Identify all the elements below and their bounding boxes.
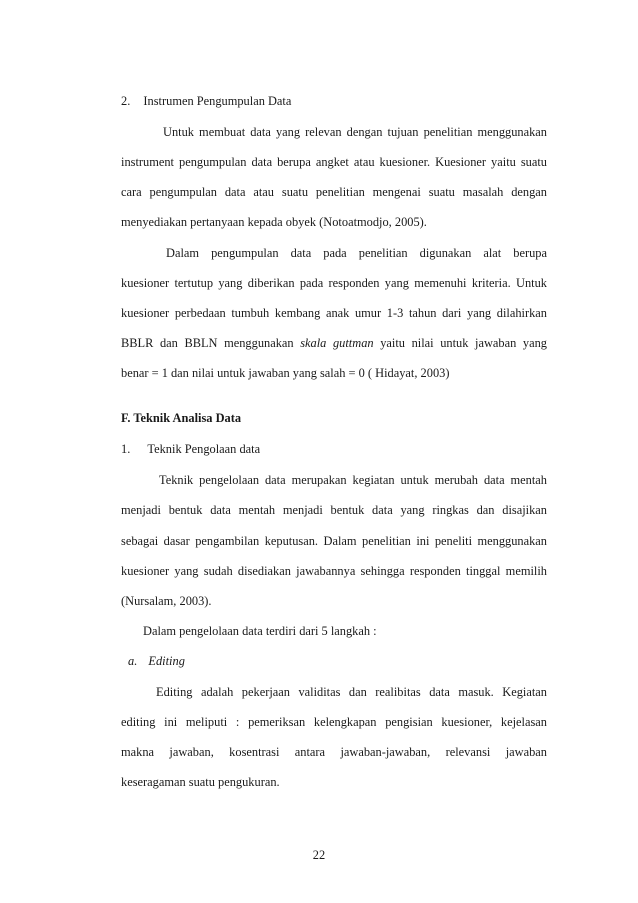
paragraph-line: editing ini meliputi : pemeriksan kelengkapan pengisian kuesioner, kejelasan	[121, 715, 547, 729]
subsection-1-heading	[121, 441, 547, 457]
paragraph-line: kuesioner perbedaan tumbuh kembang anak umur 1-3 tahun dari yang dilahirkan	[121, 306, 547, 320]
text-segment: yaitu nilai untuk jawaban yang	[380, 336, 547, 350]
paragraph-line: menjadi bentuk data mentah menjadi bentuk data yang ringkas dan disajikan	[121, 503, 547, 517]
section-f-heading: F. Teknik Analisa Data	[121, 411, 242, 425]
paragraph-line: Untuk membuat data yang relevan dengan tujuan penelitian menggunakan	[163, 125, 547, 139]
item-a-label: a.	[128, 654, 138, 668]
paragraph-line: makna jawaban, kosentrasi antara jawaban-jawaban, relevansi jawaban	[121, 745, 547, 759]
page-number: 22	[312, 848, 326, 862]
paragraph-line: Editing adalah pekerjaan validitas dan realibitas data masuk. Kegiatan	[156, 685, 547, 699]
paragraph-line: Teknik pengelolaan data merupakan kegiatan untuk merubah data mentah	[159, 473, 547, 487]
subsection-1-number: 1.	[121, 442, 131, 456]
item-a-heading	[128, 653, 554, 669]
section-2-title: Instrumen Pengumpulan Data	[143, 94, 292, 108]
paragraph-line: keseragaman suatu pengukuran.	[121, 775, 280, 789]
paragraph-line: kuesioner yang sudah disediakan jawabannya sehingga responden tinggal memilih	[121, 564, 547, 578]
paragraph-line: Dalam pengumpulan data pada penelitian digunakan alat berupa	[166, 246, 547, 260]
paragraph-line: (Nursalam, 2003).	[121, 594, 212, 608]
paragraph-line	[121, 335, 547, 351]
paragraph-line: kuesioner tertutup yang diberikan pada responden yang memenuhi kriteria. Untuk	[121, 276, 547, 290]
steps-intro: Dalam pengelolaan data terdiri dari 5 langkah :	[143, 624, 377, 638]
section-2-heading	[121, 93, 547, 109]
italic-term: skala guttman	[300, 336, 374, 350]
paragraph-line: sebagai dasar pengambilan keputusan. Dalam penelitian ini peneliti menggunakan	[121, 534, 547, 548]
section-2-number: 2.	[121, 94, 131, 108]
item-a-title: Editing	[148, 654, 185, 668]
paragraph-line: menyediakan pertanyaan kepada obyek (Notoatmodjo, 2005).	[121, 215, 427, 229]
paragraph-line: instrument pengumpulan data berupa angket atau kuesioner. Kuesioner yaitu suatu	[121, 155, 547, 169]
subsection-1-title: Teknik Pengolaan data	[147, 442, 261, 456]
text-segment: BBLR dan BBLN menggunakan	[121, 336, 294, 350]
paragraph-line: cara pengumpulan data atau suatu penelitian mengenai suatu masalah dengan	[121, 185, 547, 199]
paragraph-line: benar = 1 dan nilai untuk jawaban yang salah = 0 ( Hidayat, 2003)	[121, 366, 450, 380]
